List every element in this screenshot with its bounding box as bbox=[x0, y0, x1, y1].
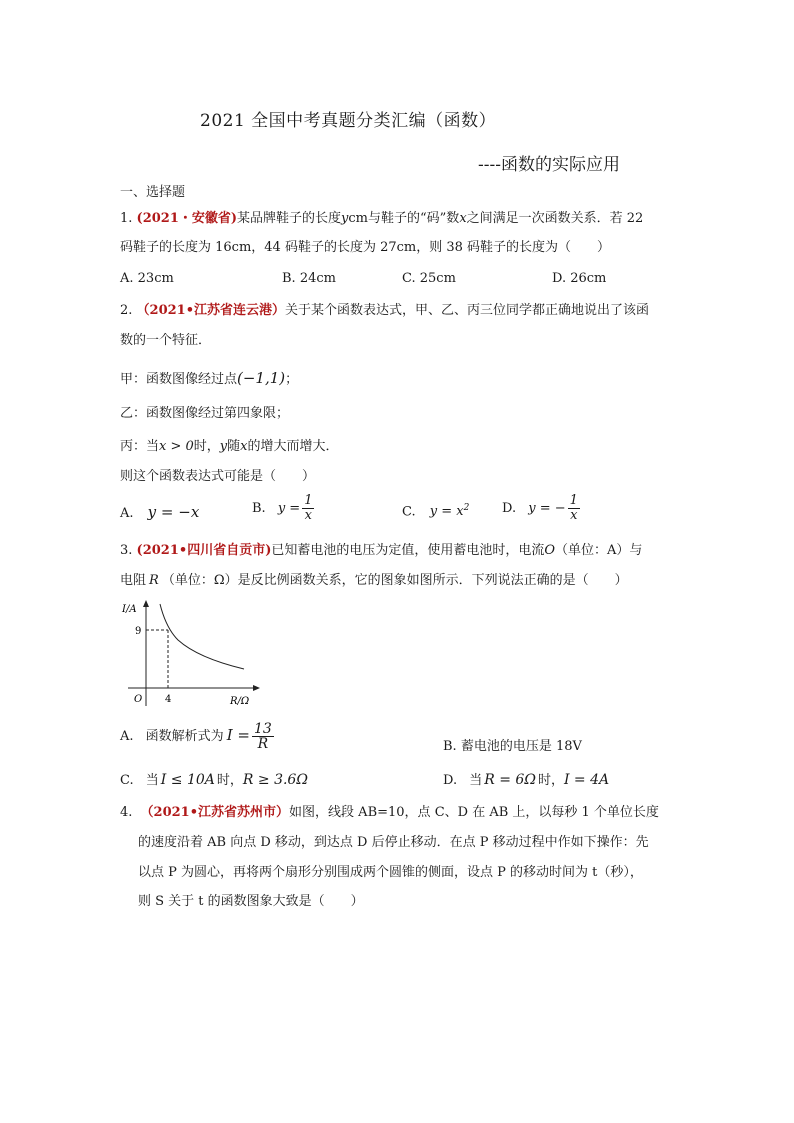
q3-opt-d-expr2: I = 4A bbox=[563, 772, 610, 788]
q2-option-a bbox=[120, 503, 199, 521]
q3-opt-a-text: 函数解析式为 bbox=[145, 729, 224, 744]
q2-option-b bbox=[252, 494, 314, 523]
q4-line1 bbox=[120, 804, 659, 822]
q2-opt-b-den: x bbox=[304, 508, 313, 523]
q3-option-c bbox=[120, 769, 308, 788]
inverse-curve bbox=[160, 604, 244, 669]
q1-text-c: 之间满足一次函数关系．若 22 bbox=[466, 211, 644, 226]
q2-jia bbox=[120, 369, 298, 389]
page-title: 2021 全国中考真题分类汇编（函数） bbox=[200, 111, 497, 131]
q3-opt-a-num: 13 bbox=[253, 721, 272, 737]
xtick-4: 4 bbox=[165, 694, 172, 705]
q4-line2: 的速度沿着 AB 向点 D 移动，到达点 D 后停止移动．在点 P 移动过程中作如下操作：先 bbox=[138, 835, 649, 850]
origin-label: O bbox=[134, 694, 143, 705]
ylabel: I/A bbox=[122, 604, 137, 615]
q1-number: 1. bbox=[120, 211, 133, 226]
q1-option-c: C. 25cm bbox=[402, 271, 456, 286]
q3-var-o: O bbox=[544, 543, 556, 558]
q1-var-x: x bbox=[459, 211, 467, 226]
q4-line3: 以点 P 为圆心，再将两个扇形分别围成两个圆锥的侧面，设点 P 的移动时间为 t（秒）， bbox=[138, 865, 643, 880]
q1-source: (2021・安徽省) bbox=[136, 211, 238, 226]
q1-line2: 码鞋子的长度为 16cm，44 码鞋子的长度为 27cm，则 38 码鞋子的长度为（ ） bbox=[120, 240, 611, 255]
q3-opt-d-a: 当 bbox=[469, 773, 483, 788]
q3-line1 bbox=[120, 542, 642, 560]
q2-source: （2021•江苏省连云港） bbox=[136, 303, 286, 318]
xlabel: R/Ω bbox=[230, 696, 250, 707]
q3-opt-d-expr1: R = 6Ω bbox=[484, 772, 536, 788]
q2-option-c bbox=[402, 503, 469, 519]
q4-line1-text: 如图，线段 AB=10，点 C、D 在 AB 上，以每秒 1 个单位长度 bbox=[289, 805, 659, 820]
q3-opt-d-label: D. bbox=[443, 773, 458, 788]
y-axis-arrow bbox=[143, 600, 149, 607]
q2-opt-d-num: 1 bbox=[569, 493, 578, 508]
q1-text-a: 某品牌鞋子的长度 bbox=[237, 211, 342, 226]
q3-line2 bbox=[120, 572, 628, 590]
q3-text-b: （单位：A）与 bbox=[555, 543, 643, 558]
q3-opt-a-lhs: I = bbox=[226, 726, 250, 744]
q2-bing-d: 的增大而增大． bbox=[247, 439, 339, 454]
x-axis-arrow bbox=[253, 685, 260, 691]
q2-bing bbox=[120, 438, 339, 456]
q2-opt-b-label: B. bbox=[252, 501, 266, 516]
ytick-9: 9 bbox=[135, 626, 142, 637]
q2-opt-c-expr: y = x bbox=[429, 504, 464, 520]
q3-source: (2021•四川省自贡市) bbox=[136, 543, 272, 558]
q2-opt-c-label: C. bbox=[402, 504, 416, 520]
q3-var-r: R bbox=[149, 573, 159, 588]
q2-line2: 数的一个特征． bbox=[120, 333, 212, 348]
q2-bing-x: x bbox=[240, 439, 248, 454]
q3-opt-c-expr1: I ≤ 10A bbox=[160, 772, 215, 788]
q3-opt-c-label: C. bbox=[120, 773, 134, 788]
q3-line2-a: 电阻 bbox=[120, 573, 147, 588]
q3-text-a: 已知蓄电池的电压为定值，使用蓄电池时，电流 bbox=[271, 543, 545, 558]
q2-jia-point: (−1,1) bbox=[237, 369, 286, 387]
q2-jia-text: 甲：函数图像经过点 bbox=[120, 372, 238, 387]
page-subtitle: ----函数的实际应用 bbox=[478, 155, 620, 175]
q2-bing-c: 随 bbox=[227, 439, 241, 454]
q2-opt-c-sup: 2 bbox=[463, 503, 470, 513]
q3-number: 3. bbox=[120, 543, 133, 558]
q3-inverse-graph bbox=[118, 598, 263, 713]
q2-ask: 则这个函数表达式可能是（ ） bbox=[120, 469, 316, 484]
q3-opt-c-b: 时， bbox=[216, 773, 243, 788]
q1-option-b: B. 24cm bbox=[282, 271, 336, 286]
q2-opt-d-den: x bbox=[570, 508, 578, 523]
q1-option-a: A. 23cm bbox=[120, 271, 174, 286]
q2-option-d bbox=[502, 494, 580, 523]
q3-opt-d-b: 时， bbox=[537, 773, 564, 788]
q2-bing-y: y bbox=[219, 439, 228, 454]
q3-opt-a-den: R bbox=[257, 736, 269, 752]
q2-opt-b-num: 1 bbox=[304, 493, 313, 508]
q2-line1 bbox=[120, 302, 649, 320]
q3-option-d bbox=[443, 769, 609, 788]
q3-opt-a-label: A. bbox=[120, 729, 134, 744]
q2-bing-a: 丙：当 bbox=[120, 439, 160, 454]
q3-opt-c-expr2: R ≥ 3.6Ω bbox=[242, 772, 308, 788]
q4-source: （2021•江苏省苏州市） bbox=[140, 805, 290, 820]
q2-yi: 乙：函数图像经过第四象限； bbox=[120, 406, 290, 421]
q2-text-a: 关于某个函数表达式，甲、乙、丙三位同学都正确地说出了该函 bbox=[285, 303, 650, 318]
q2-opt-d-label: D. bbox=[502, 501, 517, 516]
q1-line1 bbox=[120, 210, 643, 228]
q4-number: 4. bbox=[120, 805, 133, 820]
q2-jia-end: ； bbox=[285, 372, 299, 387]
q3-line2-b: （单位：Ω）是反比例函数关系，它的图象如图所示．下列说法正确的是（ ） bbox=[161, 573, 628, 588]
q3-option-a bbox=[120, 722, 274, 751]
q4-line4: 则 S 关于 t 的函数图象大致是（ ） bbox=[138, 894, 364, 909]
q1-option-d: D. 26cm bbox=[552, 271, 607, 286]
q2-number: 2. bbox=[120, 303, 133, 318]
q2-bing-b: 时， bbox=[193, 439, 220, 454]
q2-opt-d-lhs: y = − bbox=[528, 501, 566, 516]
q3-option-b: B. 蓄电池的电压是 18V bbox=[443, 739, 582, 754]
q3-opt-c-a: 当 bbox=[145, 773, 159, 788]
q2-opt-a-label: A. bbox=[120, 506, 134, 521]
section-heading: 一、选择题 bbox=[120, 185, 186, 200]
q2-opt-a-expr: y = −x bbox=[147, 503, 200, 521]
q2-opt-b-lhs: y = bbox=[277, 501, 301, 516]
q2-bing-cond: x > 0 bbox=[159, 439, 194, 454]
q1-var-y: y bbox=[341, 211, 349, 226]
q1-text-b: cm与鞋子的“码”数 bbox=[348, 211, 460, 226]
